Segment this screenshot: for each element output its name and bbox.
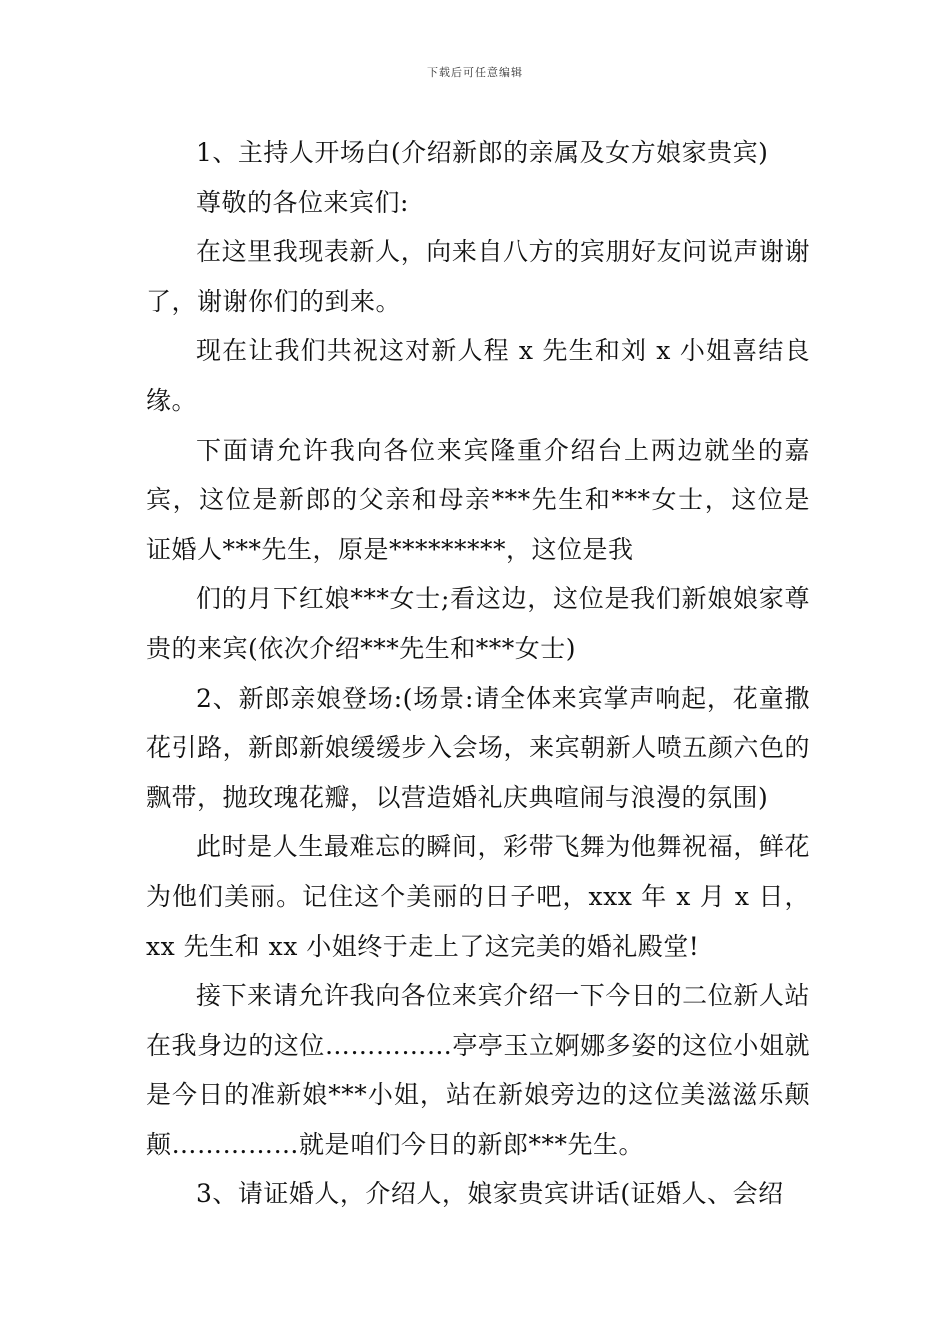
paragraph-greeting: 尊敬的各位来宾们:	[196, 187, 409, 217]
paragraph-thanks: 在这里我现表新人，向来自八方的宾朋好友问说声谢谢了，谢谢你们的到来。	[146, 237, 810, 316]
paragraph-entrance: 2、新郎亲娘登场:(场景:请全体来宾掌声响起，花童撒花引路，新郎新娘缓缓步入会场，来宾朝新人喷五颜六色的飘带，抛玫瑰花瓣，以营造婚礼庆典喧闹与浪漫的氛围)	[146, 683, 810, 812]
paragraph-speeches: 3、请证婚人，介绍人，娘家贵宾讲话(证婚人、会绍	[196, 1179, 784, 1209]
paragraph-couple-intro: 接下来请允许我向各位来宾介绍一下今日的二位新人站在我身边的这位……………亭亭玉立婀娜多姿的这位小姐就是今日的准新娘***小姐，站在新娘旁边的这位美滋滋乐颠颠……………就是咱们今日的新郎***先生。	[146, 981, 810, 1159]
paragraph-matchmaker: 们的月下红娘***女士;看这边，这位是我们新娘娘家尊贵的来宾(依次介绍***先生和***女士)	[146, 584, 810, 663]
paragraph-host-opening: 1、主持人开场白(介绍新郎的亲属及女方娘家贵宾)	[196, 138, 769, 167]
paragraph-moment: 此时是人生最难忘的瞬间，彩带飞舞为他舞祝福，鲜花为他们美丽。记住这个美丽的日子吧，xxx 年 x 月 x 日，xx 先生和 xx 小姐终于走上了这完美的婚礼殿堂!	[146, 832, 810, 961]
paragraph-blessing: 现在让我们共祝这对新人程 x 先生和刘 x 小姐喜结良缘。	[146, 336, 810, 415]
document-body	[146, 128, 810, 1219]
page-header: 下载后可任意编辑	[427, 66, 523, 79]
paragraph-guest-intro: 下面请允许我向各位来宾隆重介绍台上两边就坐的嘉宾，这位是新郎的父亲和母亲***先生和***女士，这位是证婚人***先生，原是*********，这位是我	[146, 435, 810, 564]
